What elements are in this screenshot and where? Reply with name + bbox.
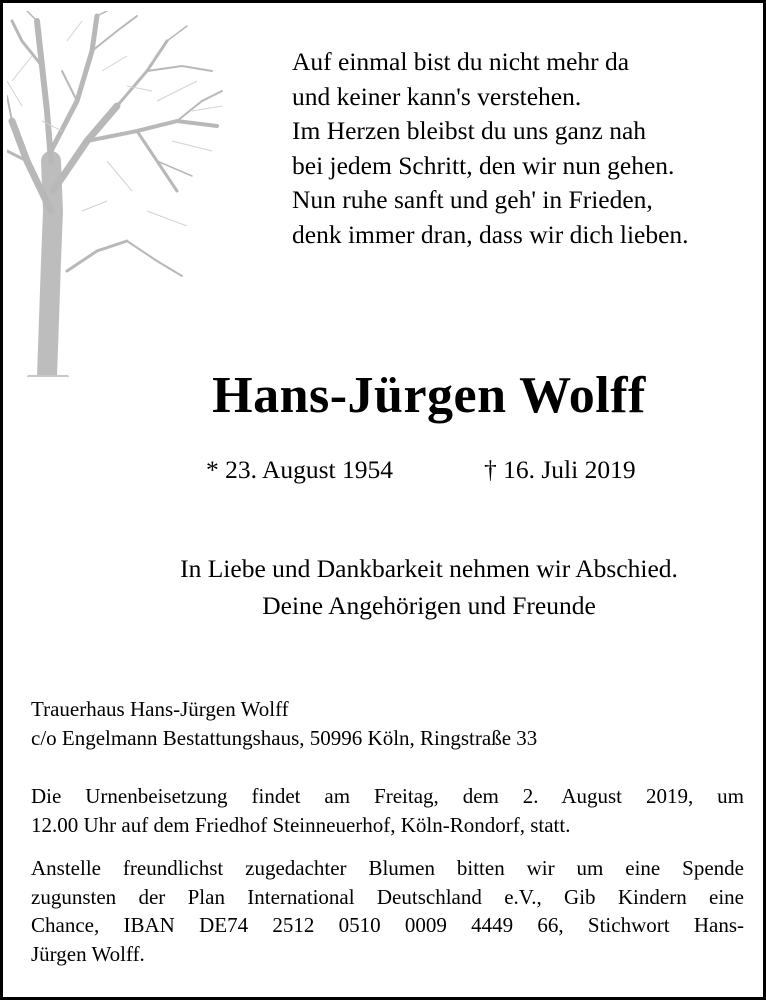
- deceased-name: Hans-Jürgen Wolff: [212, 367, 646, 424]
- poem-line: Nun ruhe sanft und geh' in Frieden,: [292, 185, 653, 214]
- poem-line: und keiner kann's verstehen.: [292, 81, 582, 111]
- poem-line: bei jedem Schritt, den wir nun gehen.: [292, 150, 675, 180]
- poem-line: denk immer dran, dass wir dich lieben.: [292, 219, 689, 249]
- farewell-line: In Liebe und Dankbarkeit nehmen wir Abschied.: [180, 554, 678, 583]
- burial-line: 12.00 Uhr auf dem Friedhof Steinneuerhof, Köln-Rondorf, statt.: [31, 812, 571, 837]
- donation-line: Chance, IBAN DE74 2512 0510 0009 4449 66, Stichwort Hans-: [31, 913, 744, 937]
- donation-request: [31, 854, 744, 968]
- donation-line: zugunsten der Plan International Deutschland e.V., Gib Kindern eine: [31, 884, 744, 909]
- poem-line: Im Herzen bleibst du uns ganz nah: [292, 116, 647, 145]
- burial-line: Die Urnenbeisetzung findet am Freitag, dem 2. August 2019, um: [31, 784, 744, 808]
- address-line: Trauerhaus Hans-Jürgen Wolff: [31, 697, 289, 721]
- birth-date: * 23. August 1954: [206, 455, 394, 484]
- bare-tree-icon: [7, 11, 227, 377]
- mourning-address: [31, 695, 744, 752]
- donation-line: Jürgen Wolff.: [31, 941, 145, 966]
- burial-notice: [31, 782, 744, 839]
- poem: [292, 45, 689, 252]
- poem-line: Auf einmal bist du nicht mehr da: [292, 47, 630, 76]
- farewell-message: [3, 550, 763, 624]
- mourners-line: Deine Angehörigen und Freunde: [262, 591, 596, 620]
- death-date: † 16. Juli 2019: [484, 455, 636, 484]
- donation-line: Anstelle freundlichst zugedachter Blumen bitten wir um eine Spende: [31, 856, 744, 880]
- address-line: c/o Engelmann Bestattungshaus, 50996 Köln, Ringstraße 33: [31, 725, 538, 750]
